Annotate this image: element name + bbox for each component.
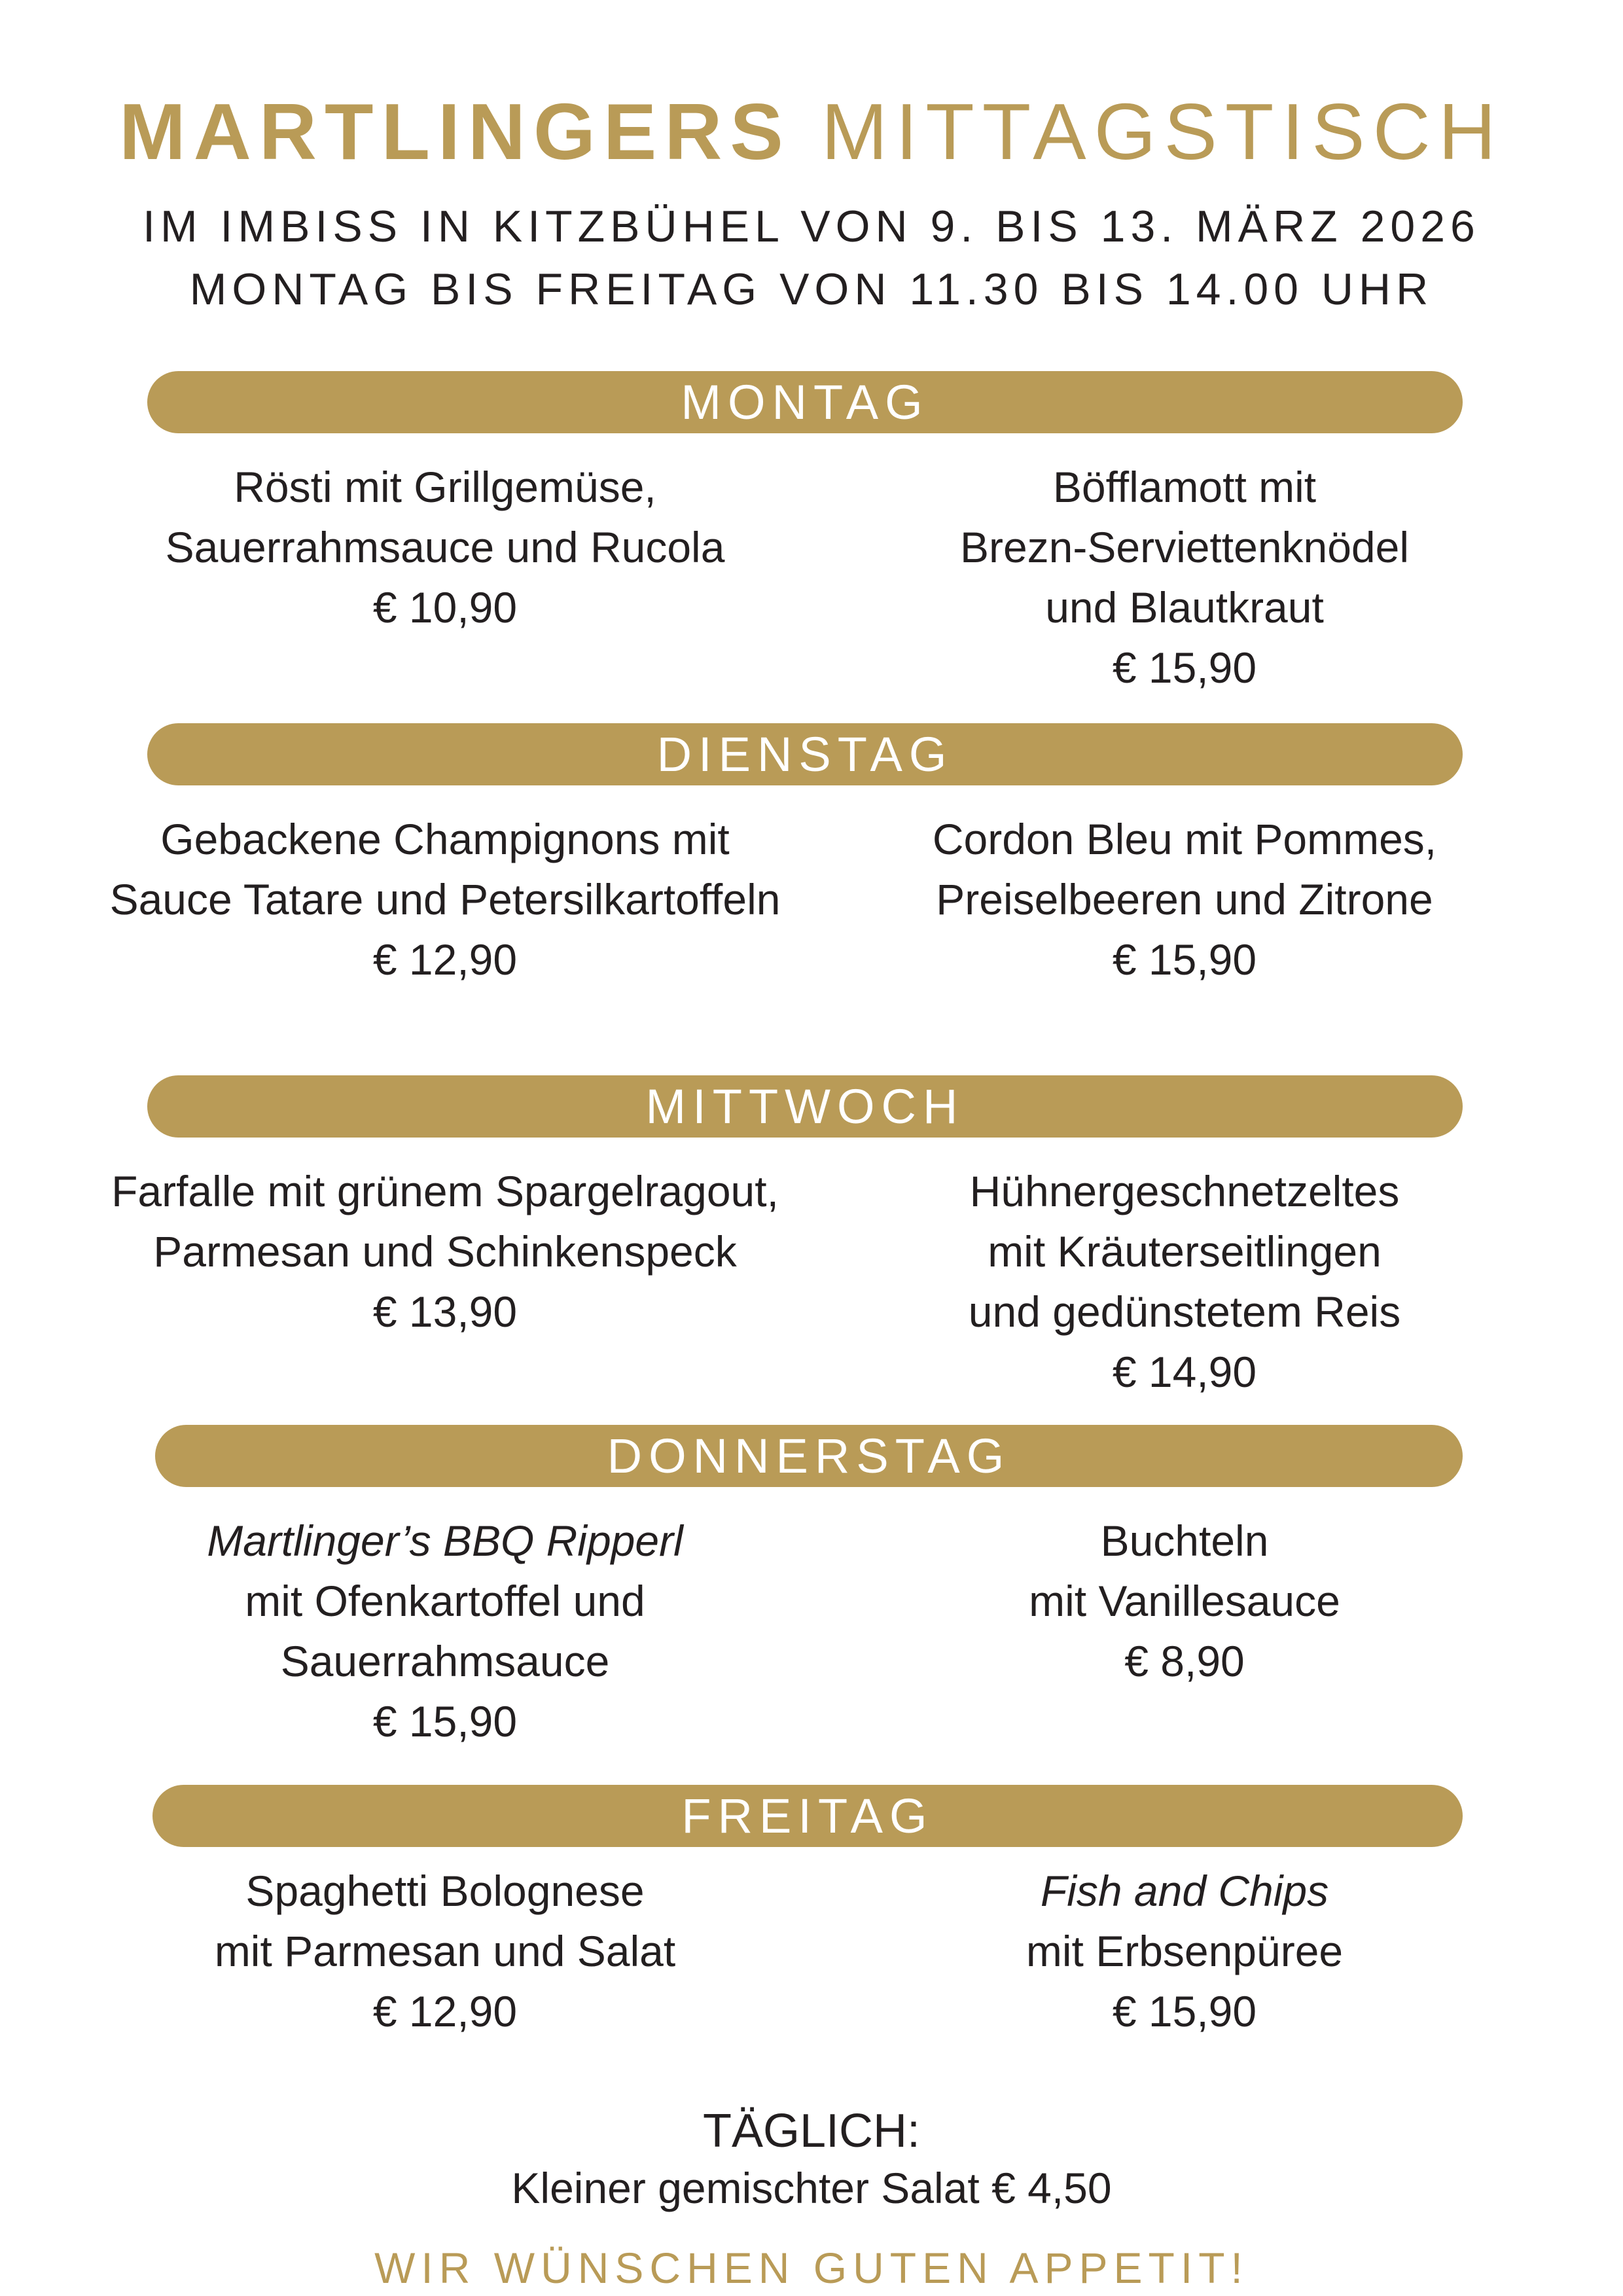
dish-line: und Blautkraut: [1045, 583, 1324, 632]
subtitle-location-dates: IM IMBISS IN KITZBÜHEL VON 9. BIS 13. MÄRZ 2026: [143, 202, 1480, 251]
dish-line: Cordon Bleu mit Pommes,: [932, 815, 1437, 863]
dish-line: Fish and Chips: [1040, 1867, 1329, 1915]
dish-line: Martlinger’s BBQ Ripperl: [207, 1516, 683, 1565]
dish-line: mit Vanillesauce: [1029, 1577, 1340, 1625]
dish-montag-1: [79, 457, 812, 637]
dish-price: € 10,90: [372, 583, 518, 632]
dish-line: mit Ofenkartoffel und: [245, 1577, 645, 1625]
day-header-freitag: FREITAG: [152, 1785, 1463, 1847]
page-title: [0, 87, 1623, 176]
dish-line: mit Kräuterseitlingen: [988, 1227, 1382, 1276]
dish-price: € 15,90: [1112, 1987, 1257, 2036]
dish-montag-2: [818, 457, 1551, 698]
dish-line: mit Erbsenpüree: [1026, 1927, 1344, 1975]
dish-donnerstag-1: [79, 1511, 812, 1751]
day-header-montag: MONTAG: [147, 371, 1463, 433]
dish-line: Sauerrahmsauce und Rucola: [165, 523, 725, 571]
dish-line: Sauce Tatare und Petersilkartoffeln: [109, 875, 781, 924]
dish-dienstag-2: [818, 809, 1551, 990]
title-bold: MARTLINGERS: [119, 87, 791, 176]
dish-mittwoch-2: [818, 1161, 1551, 1402]
dish-line: Sauerrahmsauce: [280, 1637, 610, 1685]
dish-price: € 8,90: [1124, 1637, 1245, 1685]
dish-price: € 14,90: [1112, 1348, 1257, 1396]
dish-price: € 13,90: [372, 1287, 518, 1336]
subtitle-opening-hours: MONTAG BIS FREITAG VON 11.30 BIS 14.00 UHR: [189, 264, 1434, 314]
dish-donnerstag-2: [818, 1511, 1551, 1691]
daily-offer: Kleiner gemischter Salat € 4,50: [511, 2164, 1112, 2212]
dish-freitag-2: [818, 1861, 1551, 2041]
closing-message: WIR WÜNSCHEN GUTEN APPETIT!: [374, 2244, 1249, 2292]
dish-line: Hühnergeschnetzeltes: [969, 1167, 1400, 1215]
day-header-donnerstag: DONNERSTAG: [155, 1425, 1463, 1487]
dish-line: Buchteln: [1100, 1516, 1269, 1565]
daily-heading: TÄGLICH:: [702, 2105, 921, 2157]
dish-price: € 12,90: [372, 935, 518, 984]
dish-line: und gedünstetem Reis: [968, 1287, 1401, 1336]
dish-price: € 15,90: [1112, 935, 1257, 984]
dish-freitag-1: [79, 1861, 812, 2041]
dish-line: Brezn-Serviettenknödel: [959, 523, 1410, 571]
dish-line: mit Parmesan und Salat: [214, 1927, 676, 1975]
dish-mittwoch-1: [79, 1161, 812, 1342]
dish-line: Böfflamott mit: [1052, 463, 1317, 511]
dish-line: Preiselbeeren und Zitrone: [936, 875, 1433, 924]
day-header-dienstag: DIENSTAG: [147, 723, 1463, 785]
dish-dienstag-1: [79, 809, 812, 990]
dish-price: € 12,90: [372, 1987, 518, 2036]
dish-line: Parmesan und Schinkenspeck: [153, 1227, 737, 1276]
dish-price: € 15,90: [1112, 643, 1257, 692]
dish-line: Gebackene Champignons mit: [160, 815, 730, 863]
dish-price: € 15,90: [372, 1697, 518, 1746]
dish-line: Rösti mit Grillgemüse,: [234, 463, 656, 511]
dish-line: Farfalle mit grünem Spargelragout,: [111, 1167, 779, 1215]
day-header-mittwoch: MITTWOCH: [147, 1075, 1463, 1138]
dish-line: Spaghetti Bolognese: [245, 1867, 645, 1915]
title-light: MITTAGSTISCH: [821, 87, 1504, 176]
